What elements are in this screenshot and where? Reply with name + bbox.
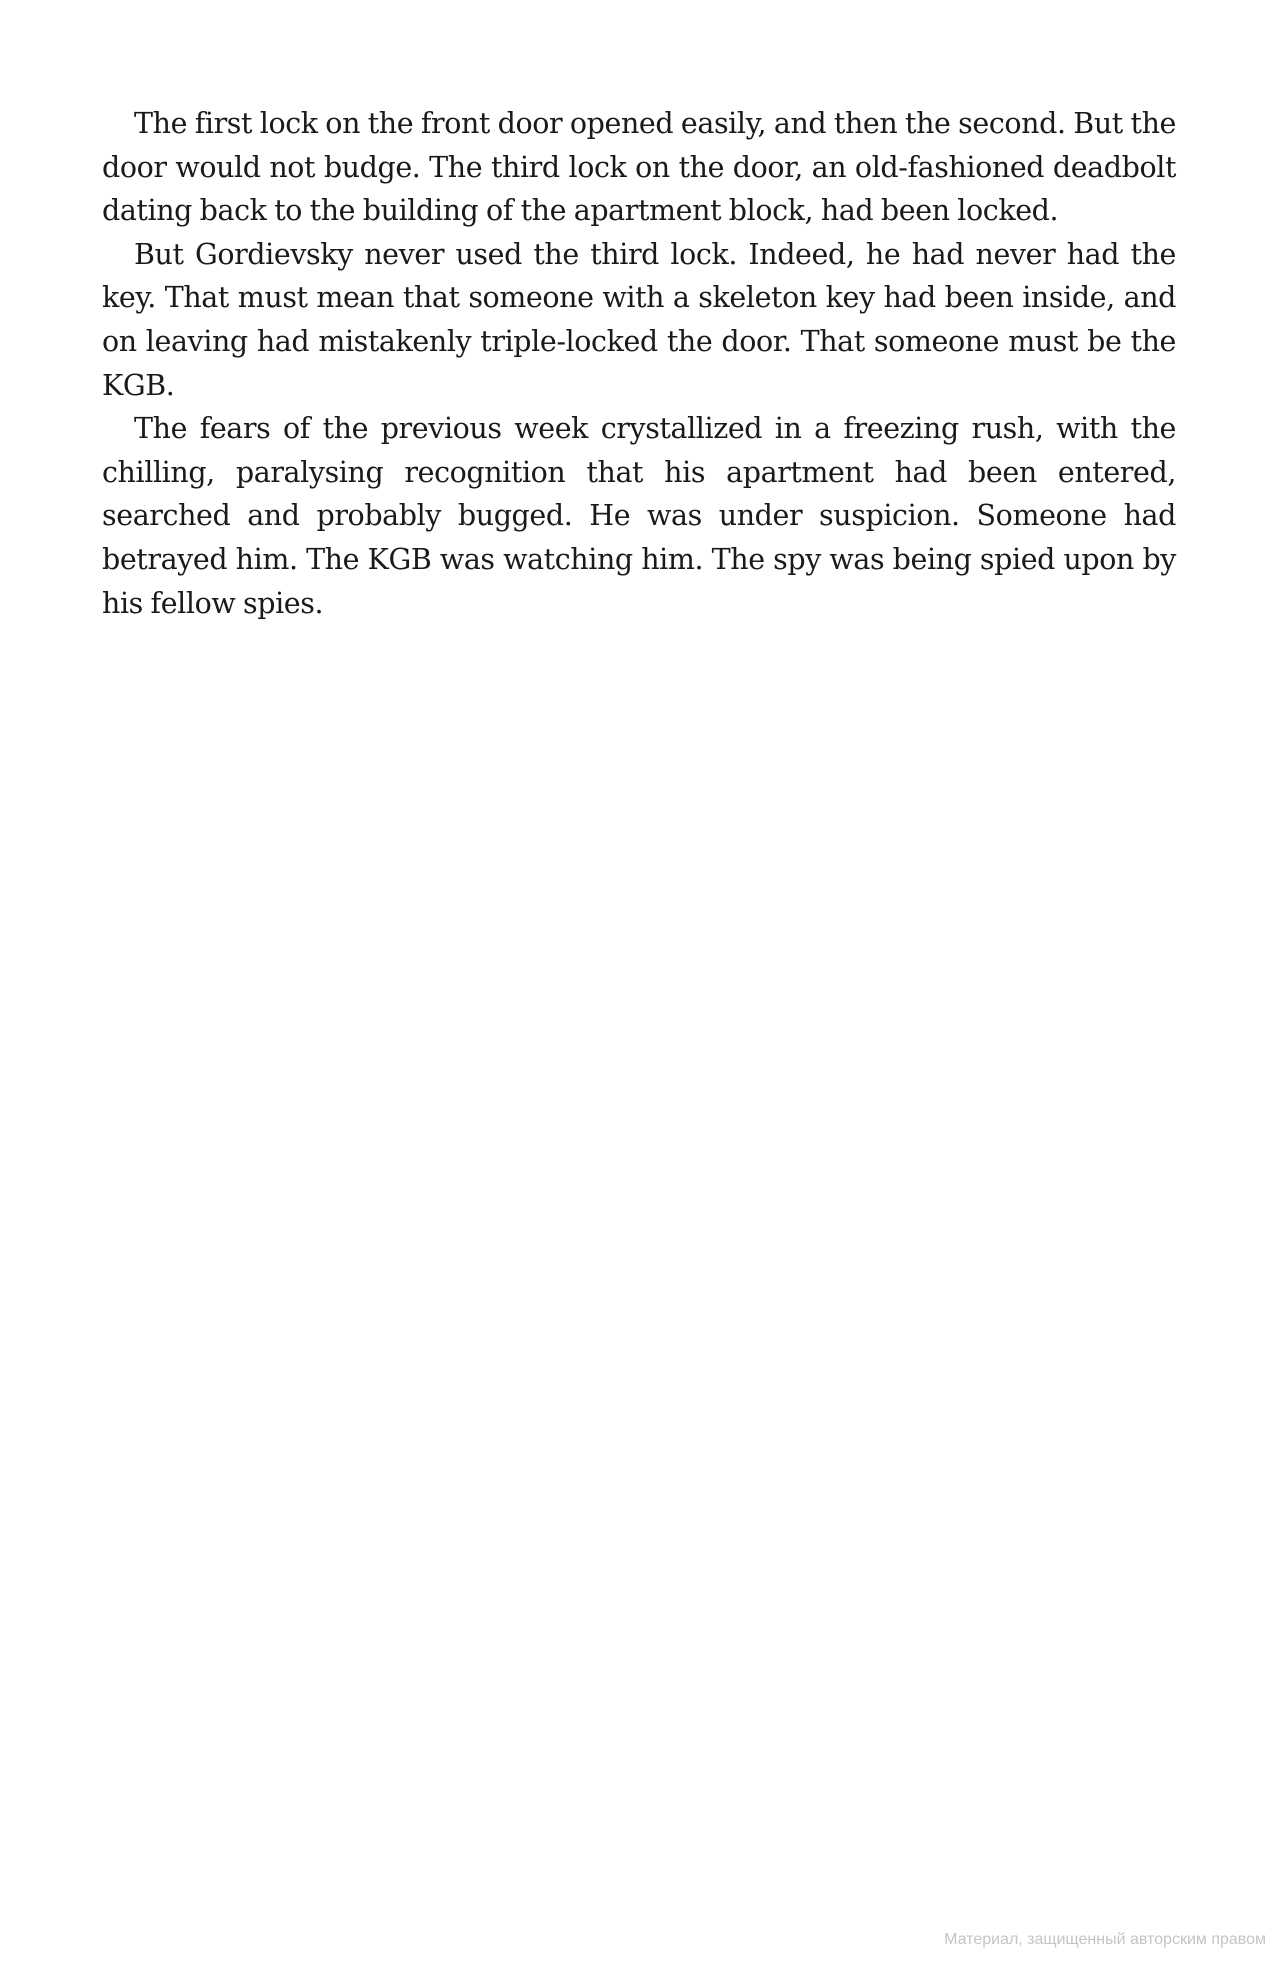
paragraph-1: The first lock on the front door opened easily, and then the second. But the door would not budge. The third lock on the door, an old-fashioned deadbolt dating back to the building of the apartment block, had been locked. [102,107,1176,228]
paragraph-2: But Gordievsky never used the third lock. Indeed, he had never had the key. That must mean that someone with a skeleton key had been inside, and on leaving had mistakenly triple-locked the door. That someone must be the KGB. [102,237,1176,402]
copyright-watermark: Материал, защищенный авторским правом [944,1931,1266,1948]
paragraph-3: The fears of the previous week crystallized in a freezing rush, with the chilling, paralysing recognition that his apartment had been entered, searched and probably bugged. He was under suspicion. Someone had betrayed him. The KGB was watching him. The spy was being spied upon by his fellow spies. [102,412,1176,620]
page-text [102,102,1176,625]
